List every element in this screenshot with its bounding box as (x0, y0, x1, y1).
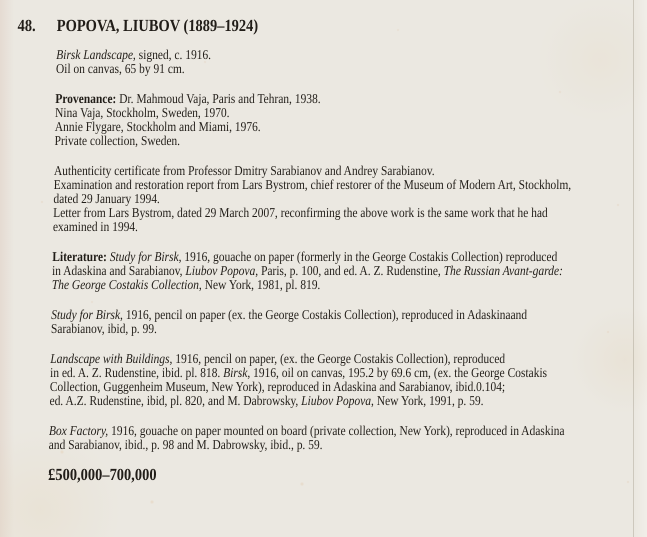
text-run: Letter from Lars Bystrom, dated 29 March 2007, reconfirming the above work is the same work that he had (53, 205, 548, 220)
literature-landscape-with-buildings (49, 352, 639, 408)
text-run: , 1916, pencil on paper, (ex. the George Costakis Collection), reproduced (169, 351, 506, 366)
text-run: , New York, 1991, p. 59. (370, 393, 484, 408)
literature-study-for-birsk (51, 308, 641, 336)
text-run: examined in 1994. (52, 219, 139, 234)
text-run: Oil on canvas, 65 by 91 cm. (55, 61, 185, 76)
text-line (49, 394, 638, 408)
text-line (55, 106, 644, 120)
text-line (50, 352, 639, 366)
text-line (52, 278, 641, 292)
text-run: , 1916, oil on canvas, 195.2 by 69.6 cm, (ex. the George Costakis (247, 365, 548, 380)
text-run: Birsk Landscape, (56, 47, 137, 62)
text-line (52, 264, 641, 278)
text-line (49, 438, 638, 452)
text-run: ed. A.Z. Rudenstine, ibid, pl. 820, and M. Dabrowsky, (49, 393, 302, 408)
text-run: Authenticity certificate from Professor Dmitry Sarabianov and Andrey Sarabianov. (53, 163, 435, 178)
text-line (54, 178, 643, 192)
text-line (55, 120, 644, 134)
text-run: The George Costakis Collection (51, 277, 200, 292)
text-run: Private collection, Sweden. (54, 133, 181, 148)
text-line (53, 220, 642, 234)
text-run: , Paris, p. 100, and ed. A. Z. Rudenstine, (255, 263, 444, 278)
text-run: , New York, 1981, pl. 819. (198, 277, 321, 292)
literature-box-factory (49, 424, 639, 452)
text-run: Collection, Guggenheim Museum, New York), reproduced in Adaskina and Sarabianov, ibid.0.104; (49, 379, 506, 394)
text-run: Annie Flygare, Stockholm and Miami, 1976. (54, 119, 261, 134)
text-run: and Sarabianov, ibid., p. 98 and M. Dabrowsky, ibid., p. 59. (48, 437, 323, 452)
text-run: Sarabianov, ibid, p. 99. (50, 321, 158, 336)
text-line (53, 192, 642, 206)
text-run: Study for Birsk (51, 307, 121, 322)
text-line (50, 380, 639, 394)
text-run: , 1916, gouache on paper (formerly in the George Costakis Collection) reproduced (178, 249, 558, 264)
estimate-price: £500,000–700,000 (47, 465, 157, 484)
text-line (49, 424, 638, 438)
text-run: dated 29 January 1994. (53, 191, 161, 206)
text-run: Provenance: (55, 91, 120, 106)
text-line (56, 62, 645, 76)
text-run: Landscape with Buildings (50, 351, 170, 366)
text-line (54, 164, 643, 178)
text-run: Box Factory, (48, 423, 109, 438)
literature (52, 250, 642, 292)
text-line (50, 366, 639, 380)
page-edge-line (633, 0, 634, 537)
text-line (51, 322, 640, 336)
text-run: The Russian Avant-garde: (443, 263, 564, 278)
text-run: , 1916, pencil on paper (ex. the George Costakis Collection), reproduced in Adaskinaand (119, 307, 528, 322)
text-line (56, 48, 645, 62)
lot-entry (0, 16, 646, 482)
text-run: Nina Vaja, Stockholm, Sweden, 1970. (54, 105, 230, 120)
text-line (54, 134, 643, 148)
text-run: Literature: (52, 249, 110, 264)
text-run: signed, c. 1916. (135, 47, 212, 62)
entry-header (0, 16, 646, 36)
text-run: in ed. A. Z. Rudenstine, ibid. pl. 818. (49, 365, 224, 380)
work-details (56, 48, 646, 76)
text-run: Liubov Popova (301, 393, 372, 408)
text-line (51, 308, 640, 322)
entry-body (48, 48, 645, 482)
text-run: in Adaskina and Sarabianov, (51, 263, 186, 278)
provenance (54, 92, 644, 148)
text-line (53, 206, 642, 220)
text-run: Birsk (223, 365, 248, 380)
text-line (55, 92, 644, 106)
certificates-and-reports (53, 164, 643, 234)
lot-number: 48. (17, 16, 36, 35)
text-line (52, 250, 641, 264)
text-run: Examination and restoration report from Lars Bystrom, chief restorer of the Museum of Modern Art, Stockholm, (53, 177, 572, 192)
text-run: 1916, gouache on paper mounted on board (private collection, New York), reproduced in Adaskina (108, 423, 565, 438)
artist-heading: POPOVA, LIUBOV (1889–1924) (56, 16, 259, 35)
text-run: Study for Birsk (109, 249, 179, 264)
text-run: Liubov Popova (185, 263, 256, 278)
text-run: Dr. Mahmoud Vaja, Paris and Tehran, 1938. (119, 91, 321, 106)
